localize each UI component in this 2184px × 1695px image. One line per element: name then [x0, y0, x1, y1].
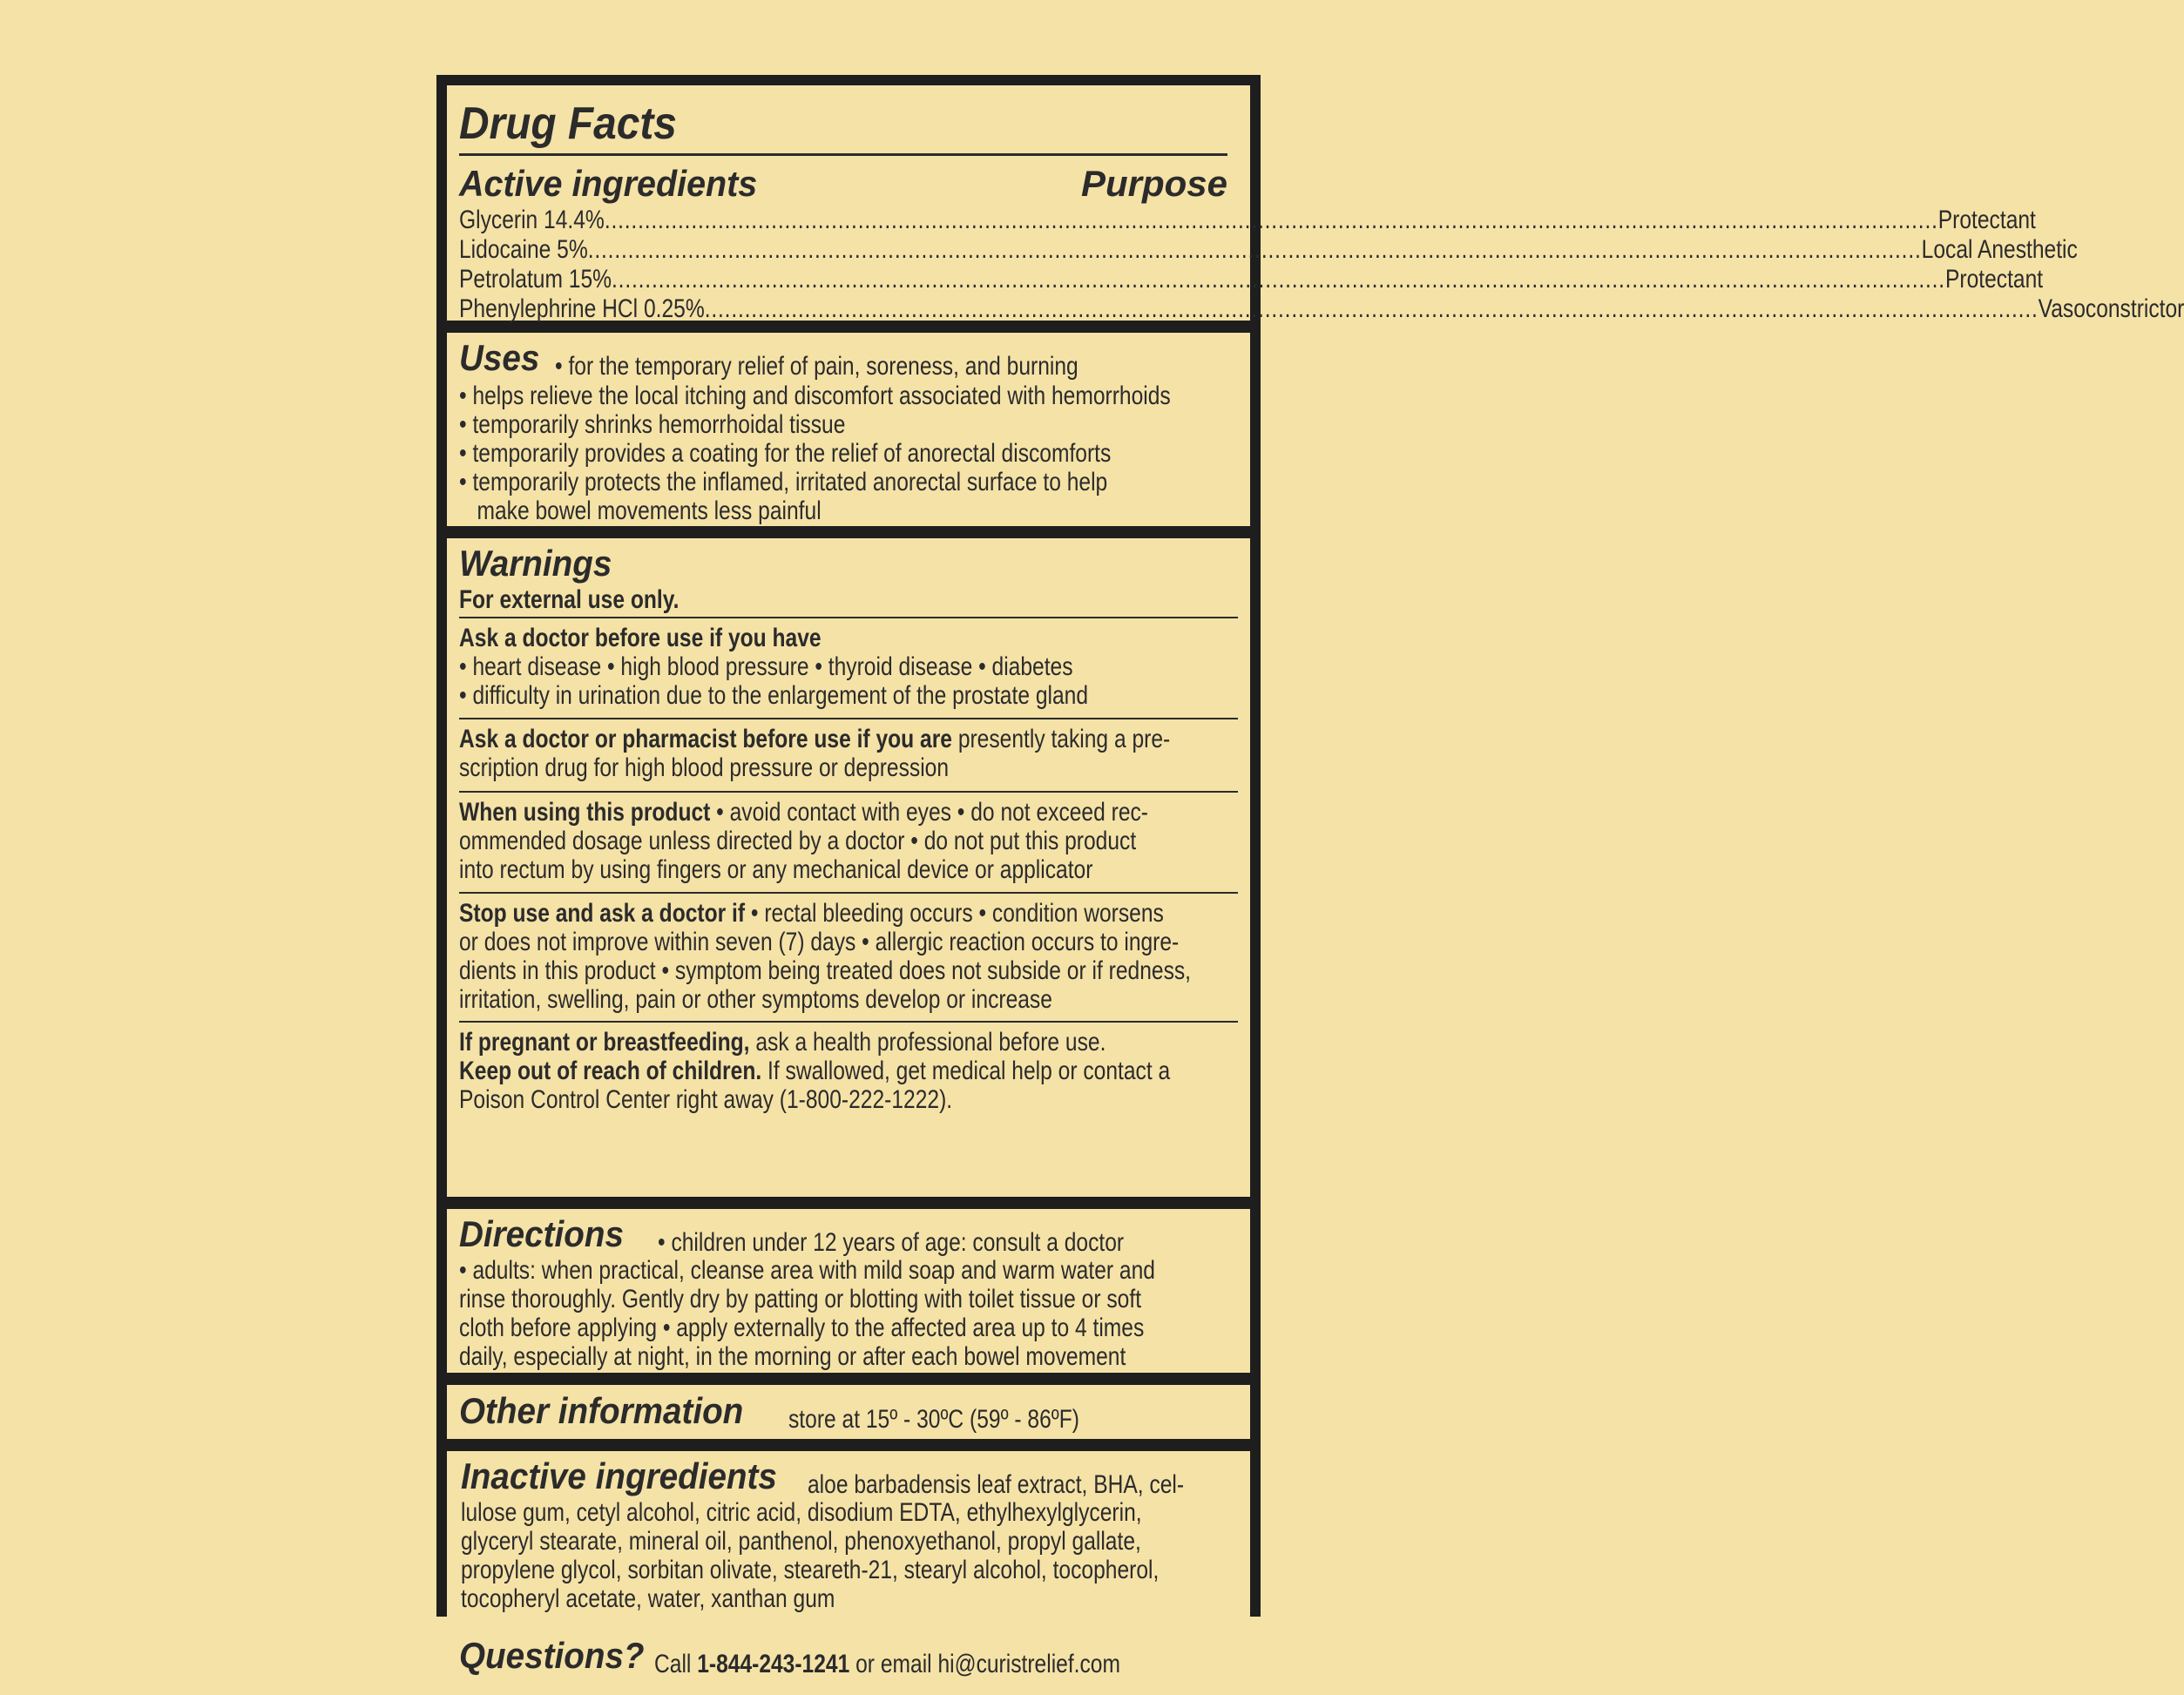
ingredient-purpose: Local Anesthetic [1921, 235, 2078, 264]
text-line-content: • adults: when practical, cleanse area with mild soap and warm water and [459, 1256, 1155, 1285]
ask-pharmacist-section [459, 725, 1238, 782]
text-line [459, 410, 1238, 439]
ask-doctor-line: • difficulty in urination due to the enlargement of the prostate gland [459, 681, 1089, 710]
text-line-content: daily, especially at night, in the morning or after each bowel movement [459, 1342, 1126, 1371]
text-line [459, 468, 1238, 496]
text-line [461, 1498, 1238, 1527]
warnings-rule-4 [459, 892, 1238, 894]
storage-text: store at 15º - 30ºC (59º - 86ºF) [788, 1405, 1080, 1434]
ingredient-purpose: Protectant [1937, 206, 2036, 234]
stop-use-section [459, 899, 1238, 1014]
ask-pharmacist-heading: Ask a doctor or pharmacist before use if you are [459, 725, 952, 753]
stop-use-text: • rectal bleeding occurs • condition worsens [745, 899, 1164, 928]
when-using-heading: When using this product [459, 798, 711, 827]
ask-doctor-section [459, 624, 1238, 710]
text-line-content: • helps relieve the local itching and discomfort associated with hemorrhoids [459, 382, 1171, 410]
warnings-heading: Warnings [459, 543, 612, 584]
text-line-content: • temporarily shrinks hemorrhoidal tissue [459, 410, 846, 439]
text-line-content: • temporarily protects the inflamed, irritated anorectal surface to help [459, 468, 1108, 496]
active-ingredient-row [459, 294, 2184, 324]
active-ingredient-row [459, 265, 2044, 294]
uses-box [447, 333, 1250, 526]
other-information-heading: Other information [459, 1390, 744, 1431]
leader-dots: ........................................................................................................................................................................................................ [704, 294, 2039, 323]
text-line-content: cloth before applying • apply externally to the affected area up to 4 times [459, 1313, 1145, 1342]
text-line [459, 1285, 1238, 1313]
text-line [459, 496, 1238, 525]
text-line [461, 1584, 1238, 1613]
ask-pharmacist-text: presently taking a pre- [951, 725, 1171, 753]
ingredient-name: Lidocaine 5% [459, 235, 588, 264]
uses-heading: Uses [459, 337, 540, 378]
warnings-box [447, 538, 1250, 1197]
text-line-content: lulose gum, cetyl alcohol, citric acid, disodium EDTA, ethylhexylglycerin, [461, 1498, 1142, 1527]
warnings-rule-2 [459, 718, 1238, 719]
drug-facts-title: Drug Facts [459, 98, 677, 149]
directions-box [447, 1209, 1250, 1373]
warnings-rule-5 [459, 1021, 1238, 1023]
pregnancy-text: ask a health professional before use. [749, 1028, 1106, 1057]
pregnancy-heading: If pregnant or breastfeeding, [459, 1028, 750, 1057]
questions-phone: 1-844-243-1241 [697, 1650, 850, 1678]
ingredient-purpose: Vasoconstrictor [2038, 294, 2184, 323]
text-line-content: make bowel movements less painful [459, 496, 822, 525]
active-ingredient-list [459, 206, 2184, 324]
title-rule [459, 153, 1227, 156]
other-information-box [447, 1385, 1250, 1439]
text-line-content: glyceryl stearate, mineral oil, panthenol, phenoxyethanol, propyl gallate, [461, 1527, 1141, 1556]
pregnancy-section [459, 1028, 1238, 1114]
warnings-rule-3 [459, 791, 1238, 793]
active-ingredients-heading: Active ingredients [459, 163, 758, 204]
active-ingredients-box [447, 85, 2184, 323]
directions-heading: Directions [459, 1213, 624, 1254]
questions-call-text: Call [654, 1650, 698, 1678]
inactive-first-line: aloe barbadensis leaf extract, BHA, cel- [808, 1470, 1185, 1499]
text-line-content: • temporarily provides a coating for the relief of anorectal discomforts [459, 439, 1112, 468]
active-ingredient-row [459, 235, 2078, 265]
purpose-heading: Purpose [1080, 163, 1227, 204]
stop-use-text: dients in this product • symptom being treated does not subside or if redness, [459, 956, 1192, 985]
inactive-ingredients-box [447, 1451, 1250, 1620]
active-ingredient-row [459, 206, 2036, 235]
text-line-content: propylene glycol, sorbitan olivate, steareth-21, stearyl alcohol, tocopherol, [461, 1556, 1160, 1584]
leader-dots: ........................................................................................................................................................................................................ [587, 235, 1922, 264]
leader-dots: ........................................................................................................................................................................................................ [612, 265, 1945, 294]
ask-doctor-heading: Ask a doctor before use if you have [459, 624, 822, 652]
when-using-text: into rectum by using fingers or any mechanical device or applicator [459, 855, 1093, 884]
ingredient-name: Glycerin 14.4% [459, 206, 605, 234]
stop-use-text: or does not improve within seven (7) days • allergic reaction occurs to ingre- [459, 928, 1180, 956]
text-line [459, 1342, 1238, 1371]
questions-box [447, 1632, 1250, 1683]
ingredient-purpose: Protectant [1944, 265, 2044, 294]
text-line [459, 1313, 1238, 1342]
poison-control-text: Poison Control Center right away (1-800-222-1222). [459, 1085, 953, 1114]
leader-dots: ........................................................................................................................................................................................................ [604, 206, 1938, 234]
ask-doctor-line: • heart disease • high blood pressure • thyroid disease • diabetes [459, 652, 1073, 681]
ingredient-name: Phenylephrine HCl 0.25% [459, 294, 705, 323]
uses-list [459, 382, 1238, 525]
text-line-content: tocopheryl acetate, water, xanthan gum [461, 1584, 835, 1613]
directions-first-line: • children under 12 years of age: consult a doctor [658, 1228, 1125, 1257]
ask-pharmacist-text: scription drug for high blood pressure or depression [459, 753, 950, 782]
ingredient-name: Petrolatum 15% [459, 265, 612, 294]
stop-use-heading: Stop use and ask a doctor if [459, 899, 746, 928]
text-line [459, 439, 1238, 468]
inactive-ingredients-heading: Inactive ingredients [461, 1455, 777, 1496]
text-line-content: rinse thoroughly. Gently dry by patting or blotting with toilet tissue or soft [459, 1285, 1142, 1313]
when-using-section [459, 798, 1238, 884]
text-line [461, 1527, 1238, 1556]
text-line [459, 382, 1238, 410]
warnings-rule-1 [459, 617, 1238, 618]
external-use-text: For external use only. [459, 585, 680, 614]
questions-heading: Questions? [459, 1635, 645, 1676]
text-line [459, 1256, 1238, 1285]
uses-first-line: • for the temporary relief of pain, soreness, and burning [555, 352, 1078, 381]
questions-email-text: or email hi@curistrelief.com [849, 1650, 1120, 1678]
when-using-text: ommended dosage unless directed by a doctor • do not put this product [459, 827, 1137, 855]
drug-facts-panel [436, 75, 2184, 1678]
directions-list [459, 1256, 1238, 1371]
keep-out-heading: Keep out of reach of children. [459, 1057, 762, 1085]
keep-out-text: If swallowed, get medical help or contact a [761, 1057, 1171, 1085]
when-using-text: • avoid contact with eyes • do not exceed rec- [710, 798, 1149, 827]
stop-use-text: irritation, swelling, pain or other symptoms develop or increase [459, 985, 1052, 1014]
inactive-ingredients-list [461, 1498, 1238, 1613]
text-line [461, 1556, 1238, 1584]
